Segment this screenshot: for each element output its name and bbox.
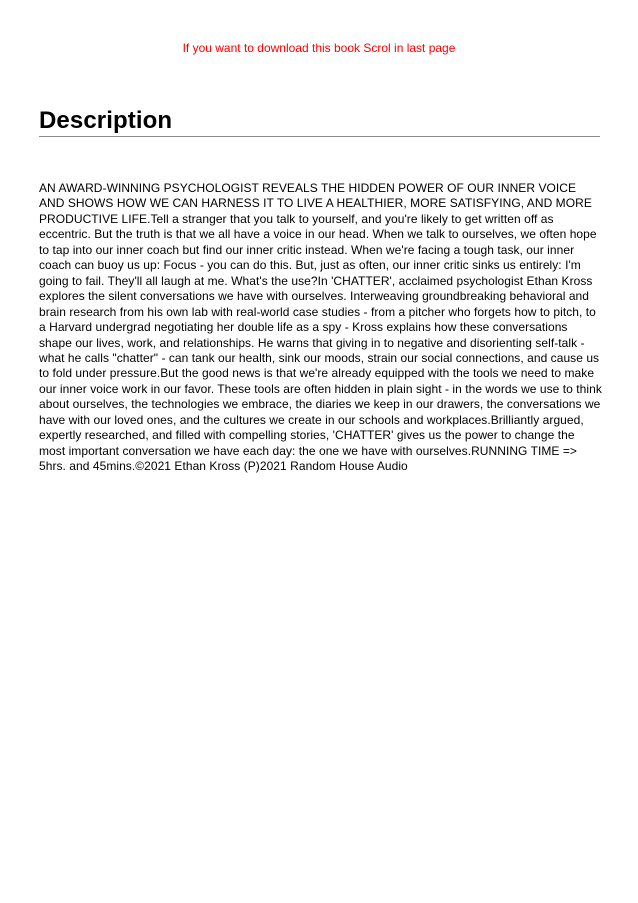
download-notice[interactable]: If you want to download this book Scrol in last page [182, 41, 456, 55]
heading-divider [39, 136, 600, 137]
description-text: AN AWARD-WINNING PSYCHOLOGIST REVEALS THE HIDDEN POWER OF OUR INNER VOICE AND SHOWS HOW WE CAN HARNESS IT TO LIVE A HEALTHIER, MORE SATISFYING, AND MORE PRODUCTIVE LIFE.Tell a stranger that you talk to yourself, and you're likely to get written off as eccentric. But the truth is that we all have a voice in our head. When we talk to ourselves, we often hope to tap into our inner coach but find our inner critic instead. When we're facing a tough task, our inner coach can buoy us up: Focus - you can do this. But, just as often, our inner critic sinks us entirely: I'm going to fail. They'll all laugh at me. What's the use?In 'CHATTER', acclaimed psychologist Ethan Kross explores the silent conversations we have with ourselves. Interweaving groundbreaking behavioral and brain research from his own lab with real-world case studies - from a pitcher who forgets how to pitch, to a Harvard undergrad negotiating her double life as a spy - Kross explains how these conversations shape our lives, work, and relationships. He warns that giving in to negative and disorienting self-talk - what he calls "chatter" - can tank our health, sink our moods, strain our social connections, and cause us to fold under pressure.But the good news is that we're already equipped with the tools we need to make our inner voice work in our favor. These tools are often hidden in plain sight - in the words we use to think about ourselves, the technologies we embrace, the diaries we keep in our drawers, the conversations we have with our loved ones, and the cultures we create in our schools and workplaces.Brilliantly argued, expertly researched, and filled with compelling stories, 'CHATTER' gives us the power to change the most important conversation we have each day: the one we have with ourselves.RUNNING TIME => 5hrs. and 45mins.©2021 Ethan Kross (P)2021 Random House Audio [39, 181, 602, 474]
section-heading: Description [39, 107, 173, 134]
